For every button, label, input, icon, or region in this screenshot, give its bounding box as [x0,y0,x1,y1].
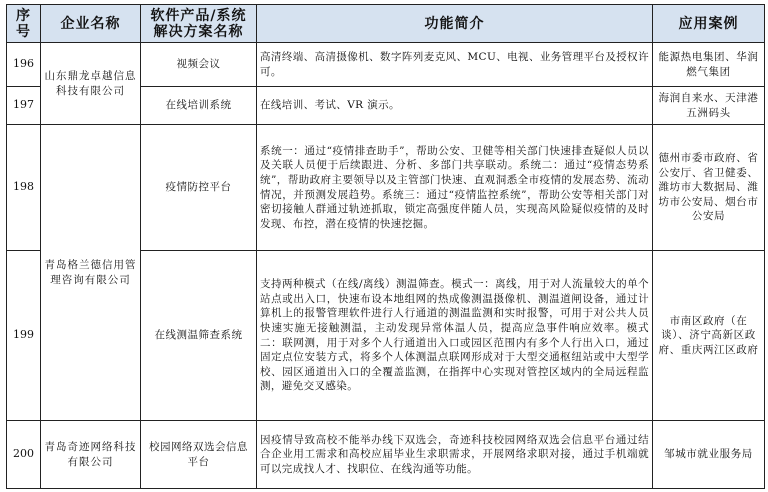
row-number: 198 [7,125,41,251]
header-company: 企业名称 [41,5,141,43]
company-name: 青岛奇迹网络科技有限公司 [41,421,141,489]
header-product: 软件产品/系统解决方案名称 [141,5,257,43]
application-cases: 德州市委市政府、省公安厅、省卫健委、潍坊市大数据局、潍坊市公安局、烟台市公安局 [653,125,765,251]
function-intro: 高清终端、高清摄像机、数字阵列麦克风、MCU、电视、业务管理平台及授权许可。 [257,43,653,87]
function-intro: 在线培训、考试、VR 演示。 [257,87,653,125]
product-name: 视频会议 [141,43,257,87]
product-name: 在线培训系统 [141,87,257,125]
application-cases: 海润自来水、天津港五洲码头 [653,87,765,125]
company-name: 青岛格兰德信用管理咨询有限公司 [41,125,141,421]
function-intro: 系统一：通过“疫情排查助手”，帮助公安、卫健等相关部门快速排查疑似人员以及关联人员便于后续跟进、分析、多部门共享联动。系统二：通过“疫情态势系统”，帮助政府主要领导以及主管部门快速、直观洞悉全市疫情的发展态势、流动情况，并预测发展趋势。系统三：通过“疫情监控系统”，帮助公安等相关部门对密切接触人群通过轨迹抓取，锁定高强度伴随人员，实现高风险疑似疫情的及时发现、布控，潜在疫情的快速挖掘。 [257,125,653,251]
row-number: 200 [7,421,41,489]
row-number: 197 [7,87,41,125]
product-name: 疫情防控平台 [141,125,257,251]
application-cases: 邹城市就业服务局 [653,421,765,489]
row-number: 196 [7,43,41,87]
table-row [7,43,765,87]
row-number: 199 [7,251,41,421]
table-row [7,125,765,251]
application-cases: 市南区政府（在谈）、济宁高新区政府、重庆两江区政府 [653,251,765,421]
application-cases: 能源热电集团、华润燃气集团 [653,43,765,87]
document-page [6,4,764,488]
function-intro: 支持两种模式（在线/离线）测温筛查。模式一：离线，用于对人流量较大的单个站点或出入口，快速布设本地组网的热成像测温摄像机、测温道闸设备，通过计算机上的报警管理软件进行人行通道的测温监测和实时报警，可用于对公共人员快速实施无接触测温，主动发现异常体温人员，提高应急事件响应效率。模式二：联网测，用于对多个人行通道出入口或园区范围内有多个人行出入口，通过固定点位安装方式，将多个人体测温点联网形成对于大型交通枢纽站或中大型学校、园区通道出入口的全覆盖监测，在指挥中心实现对管控区域内的全局远程监测，避免交叉感染。 [257,251,653,421]
table-header-row [7,5,765,43]
table-row [7,421,765,489]
company-name: 山东鼎龙卓越信息科技有限公司 [41,43,141,125]
header-intro: 功能简介 [257,5,653,43]
header-cases: 应用案例 [653,5,765,43]
header-seq: 序号 [7,5,41,43]
enterprise-software-table [6,4,765,489]
function-intro: 因疫情导致高校不能举办线下双选会，奇迹科技校园网络双选会信息平台通过结合企业用工需求和高校应届毕业生求职需求，开展网络求职对接，通过手机端就可以完成找人才、找职位、在线沟通等功能。 [257,421,653,489]
product-name: 在线测温筛查系统 [141,251,257,421]
product-name: 校园网络双选会信息平台 [141,421,257,489]
